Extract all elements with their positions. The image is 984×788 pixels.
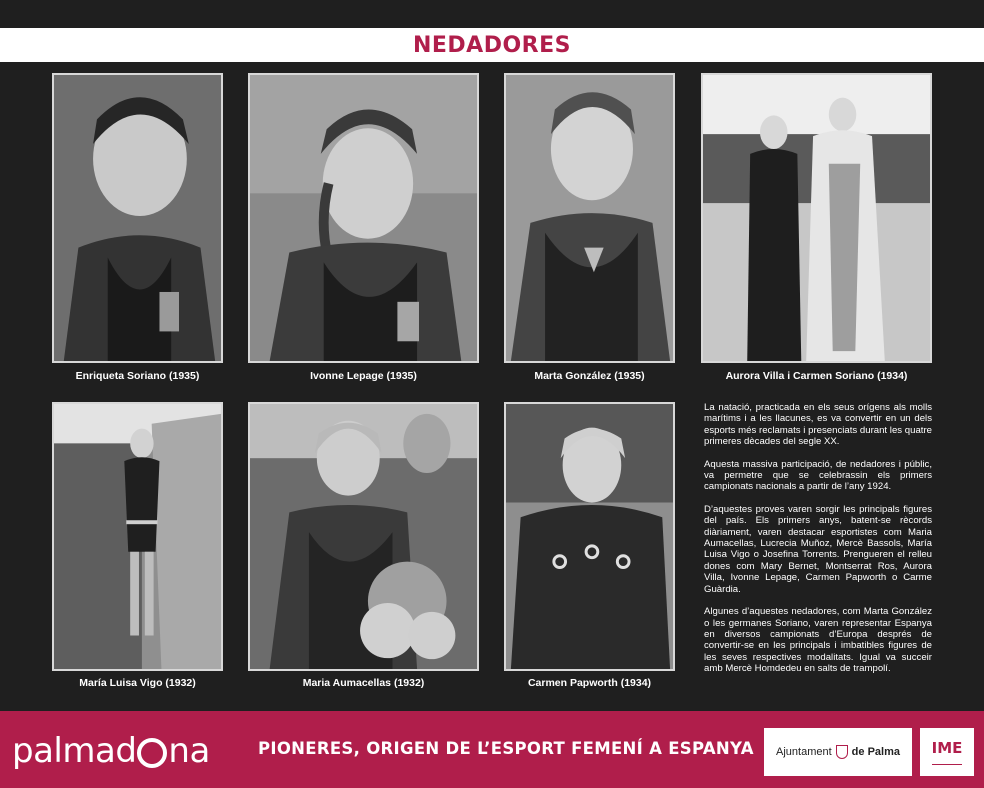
signature-icon — [932, 759, 962, 765]
photo-marta-gonzalez — [504, 73, 675, 363]
ajuntament-text: Ajuntament — [776, 746, 832, 758]
footer-slogan: PIONERES, ORIGEN DE L’ESPORT FEMENÍ A ESPANYA — [258, 739, 754, 758]
footer-bar — [0, 711, 984, 788]
de-palma-text: de Palma — [851, 746, 900, 758]
title-bar — [0, 28, 984, 62]
caption-maria-aumacellas: Maria Aumacellas (1932) — [302, 677, 425, 689]
caption-carmen-papworth: Carmen Papworth (1934) — [527, 677, 652, 689]
caption-marta-gonzalez: Marta González (1935) — [534, 370, 645, 382]
body-text — [704, 402, 932, 686]
caption-enriqueta-soriano: Enriqueta Soriano (1935) — [75, 370, 200, 382]
paragraph-2: Aquesta massiva participació, de nedadores i públic, va permetre que se celebrassin els primers campionats nacionals a partir de l’any 1924. — [704, 458, 932, 493]
paragraph-4: Algunes d’aquestes nedadores, com Marta González o les germanes Soriano, varen representar Espanya en diversos campionats d’Europa després de convertir-se en les principals i imbatibles figures de les seves respectives modalitats. Igual va succeir amb Mercè Homdedeu en salts de trampolí. — [704, 606, 932, 675]
photo-maria-luisa-vigo — [52, 402, 223, 671]
crest-icon — [836, 745, 848, 759]
paragraph-1: La natació, practicada en els seus orígens als molls marítims i a les llacunes, es va convertir en un dels esports més reclamats i presenciats durant les quatre primeres dècades del segle XX. — [704, 402, 932, 448]
photo-ivonne-lepage — [248, 73, 479, 363]
brand-left-text: palmad — [12, 731, 137, 771]
ring-icon — [137, 738, 167, 768]
paragraph-3: D’aquestes proves varen sorgir les principals figures del país. Els primers anys, batent-se rècords diàriament, varen destacar esportistes com Maria Aumacellas, Lucrecia Muñoz, Mercè Bassols, María Luisa Vigo o Josefina Torrents. Prengueren el relleu dones com Mary Bernet, Montserrat Ros, Aurora Villa, Ivonne Lepage, Carmen Papworth o Carme Guàrdia. — [704, 503, 932, 595]
ime-logo — [920, 728, 974, 776]
photo-aurora-villa-carmen-soriano — [701, 73, 932, 363]
brand-right-text: na — [168, 731, 210, 771]
ajuntament-logo — [764, 728, 912, 776]
caption-aurora-villa-carmen-soriano: Aurora Villa i Carmen Soriano (1934) — [725, 370, 908, 382]
page-title: NEDADORES — [412, 32, 571, 58]
photo-carmen-papworth — [504, 402, 675, 671]
photo-enriqueta-soriano — [52, 73, 223, 363]
caption-maria-luisa-vigo: María Luisa Vigo (1932) — [79, 677, 196, 689]
caption-ivonne-lepage: Ivonne Lepage (1935) — [310, 370, 417, 382]
photo-maria-aumacellas — [248, 402, 479, 671]
palmadona-logo — [12, 731, 210, 771]
ime-text: IME — [931, 739, 963, 757]
